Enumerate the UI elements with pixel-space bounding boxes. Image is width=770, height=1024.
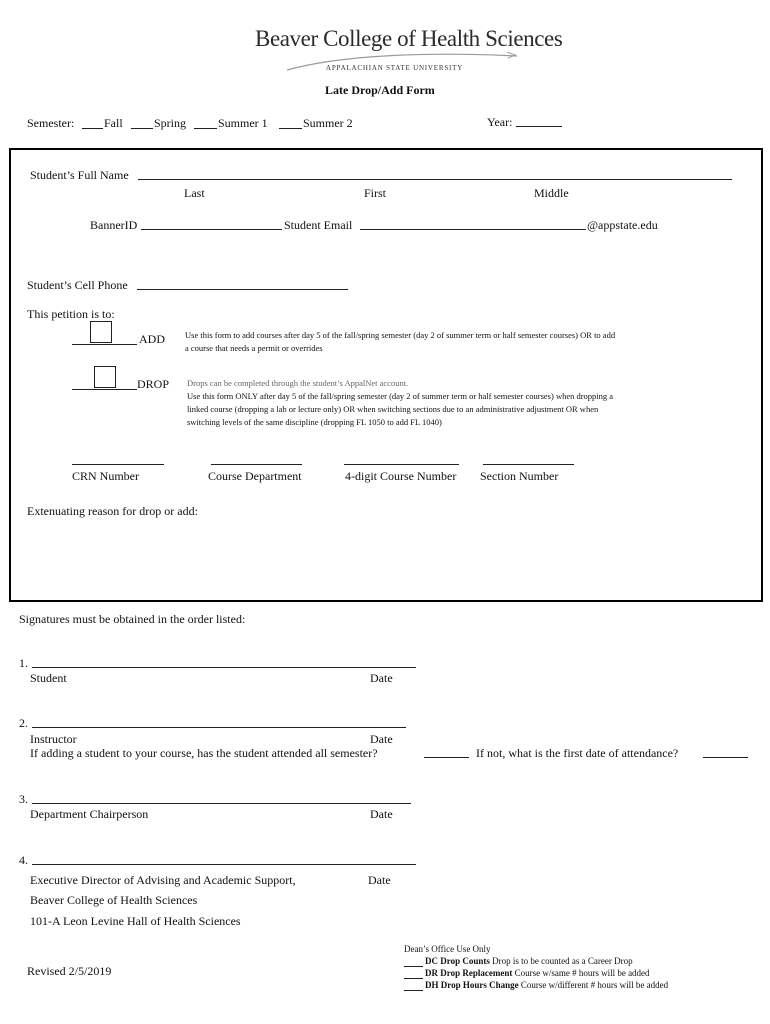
email-field[interactable] bbox=[360, 229, 586, 230]
summer2-option: Summer 2 bbox=[303, 116, 353, 130]
drop-description-line1: Use this form ONLY after day 5 of the fall/spring semester (day 2 of summer term or half semester courses) when dropping a bbox=[187, 391, 614, 401]
petition-label: This petition is to: bbox=[27, 307, 115, 321]
crn-field[interactable] bbox=[72, 464, 164, 465]
college-logo-subtitle: APPALACHIAN STATE UNIVERSITY bbox=[326, 64, 464, 72]
drop-line bbox=[72, 389, 137, 390]
year-blank[interactable] bbox=[516, 126, 562, 127]
semester-label: Semester: bbox=[27, 116, 75, 130]
crn-label: CRN Number bbox=[72, 469, 139, 483]
summer2-blank[interactable] bbox=[279, 128, 302, 129]
course-number-field[interactable] bbox=[344, 464, 459, 465]
fall-option: Fall bbox=[104, 116, 123, 130]
sig4-address: 101-A Leon Levine Hall of Health Sciences bbox=[30, 914, 241, 928]
department-label: Course Department bbox=[208, 469, 302, 483]
email-domain: @appstate.edu bbox=[587, 218, 658, 232]
signatures-intro: Signatures must be obtained in the order listed: bbox=[19, 612, 246, 626]
attendance-answer-field[interactable] bbox=[424, 757, 469, 758]
course-number-label: 4-digit Course Number bbox=[345, 469, 457, 483]
college-logo-title: Beaver College of Health Sciences bbox=[255, 26, 563, 51]
sig2-role: Instructor bbox=[30, 732, 77, 746]
sig3-number: 3. bbox=[19, 792, 28, 806]
add-description-line2: a course that needs a permit or overrides bbox=[185, 343, 323, 353]
add-description-line1: Use this form to add courses after day 5 of the fall/spring semester (day 2 of summer term or half semester courses) OR to add bbox=[185, 330, 616, 340]
full-name-field[interactable] bbox=[138, 179, 732, 180]
dc-code: DC Drop Counts bbox=[425, 956, 490, 966]
add-label: ADD bbox=[139, 332, 165, 346]
dr-code-row bbox=[425, 968, 650, 978]
bannerid-label: BannerID bbox=[90, 218, 138, 232]
sig4-college: Beaver College of Health Sciences bbox=[30, 893, 198, 907]
sig2-date-label: Date bbox=[370, 732, 393, 746]
last-name-label: Last bbox=[184, 186, 205, 200]
dh-code: DH Drop Hours Change bbox=[425, 980, 519, 990]
add-checkbox[interactable] bbox=[90, 321, 112, 343]
reason-label: Extenuating reason for drop or add: bbox=[27, 504, 198, 518]
instructor-signature-line[interactable] bbox=[32, 727, 406, 728]
reason-input-area[interactable] bbox=[27, 522, 747, 590]
sig1-date-label: Date bbox=[370, 671, 393, 685]
attendance-question: If adding a student to your course, has the student attended all semester? bbox=[30, 746, 378, 760]
cell-phone-field[interactable] bbox=[137, 289, 348, 290]
sig1-number: 1. bbox=[19, 656, 28, 670]
revised-date: Revised 2/5/2019 bbox=[27, 964, 112, 978]
summer1-option: Summer 1 bbox=[218, 116, 268, 130]
sig2-number: 2. bbox=[19, 716, 28, 730]
drop-checkbox[interactable] bbox=[94, 366, 116, 388]
drop-description-line2: linked course (dropping a lab or lecture only) OR when switching sections due to an administrative adjustment OR when bbox=[187, 404, 599, 414]
add-line bbox=[72, 344, 137, 345]
director-signature-line[interactable] bbox=[32, 864, 416, 865]
dc-check-line[interactable] bbox=[404, 966, 423, 967]
full-name-label: Student’s Full Name bbox=[30, 168, 129, 182]
middle-name-label: Middle bbox=[534, 186, 569, 200]
sig1-role: Student bbox=[30, 671, 67, 685]
sig4-number: 4. bbox=[19, 853, 28, 867]
dh-code-row bbox=[425, 980, 668, 990]
spring-blank[interactable] bbox=[131, 128, 153, 129]
first-attendance-question: If not, what is the first date of attendance? bbox=[476, 746, 679, 760]
chairperson-signature-line[interactable] bbox=[32, 803, 411, 804]
dr-code: DR Drop Replacement bbox=[425, 968, 513, 978]
year-label: Year: bbox=[487, 115, 513, 129]
dc-description: Drop is to be counted as a Career Drop bbox=[492, 956, 633, 966]
section-field[interactable] bbox=[483, 464, 574, 465]
dr-description: Course w/same # hours will be added bbox=[514, 968, 650, 978]
first-name-label: First bbox=[364, 186, 387, 200]
student-signature-line[interactable] bbox=[32, 667, 416, 668]
dc-code-row bbox=[425, 956, 633, 966]
deans-office-title: Dean’s Office Use Only bbox=[404, 944, 491, 954]
dh-check-line[interactable] bbox=[404, 990, 423, 991]
dr-check-line[interactable] bbox=[404, 978, 423, 979]
first-attendance-field[interactable] bbox=[703, 757, 748, 758]
bannerid-field[interactable] bbox=[141, 229, 282, 230]
sig4-date-label: Date bbox=[368, 873, 391, 887]
cell-phone-label: Student’s Cell Phone bbox=[27, 278, 128, 292]
sig3-date-label: Date bbox=[370, 807, 393, 821]
fall-blank[interactable] bbox=[82, 128, 103, 129]
spring-option: Spring bbox=[154, 116, 187, 130]
department-field[interactable] bbox=[211, 464, 302, 465]
sig4-role: Executive Director of Advising and Academic Support, bbox=[30, 873, 296, 887]
drop-label: DROP bbox=[137, 377, 170, 391]
dh-description: Course w/different # hours will be added bbox=[520, 980, 669, 990]
drop-appalnet-note: Drops can be completed through the student’s AppalNet account. bbox=[187, 378, 409, 388]
email-label: Student Email bbox=[284, 218, 353, 232]
section-label: Section Number bbox=[480, 469, 559, 483]
form-title: Late Drop/Add Form bbox=[325, 83, 435, 97]
drop-description-line3: switching levels of the same discipline (dropping FL 1050 to add FL 1040) bbox=[187, 417, 442, 427]
summer1-blank[interactable] bbox=[194, 128, 217, 129]
sig3-role: Department Chairperson bbox=[30, 807, 149, 821]
